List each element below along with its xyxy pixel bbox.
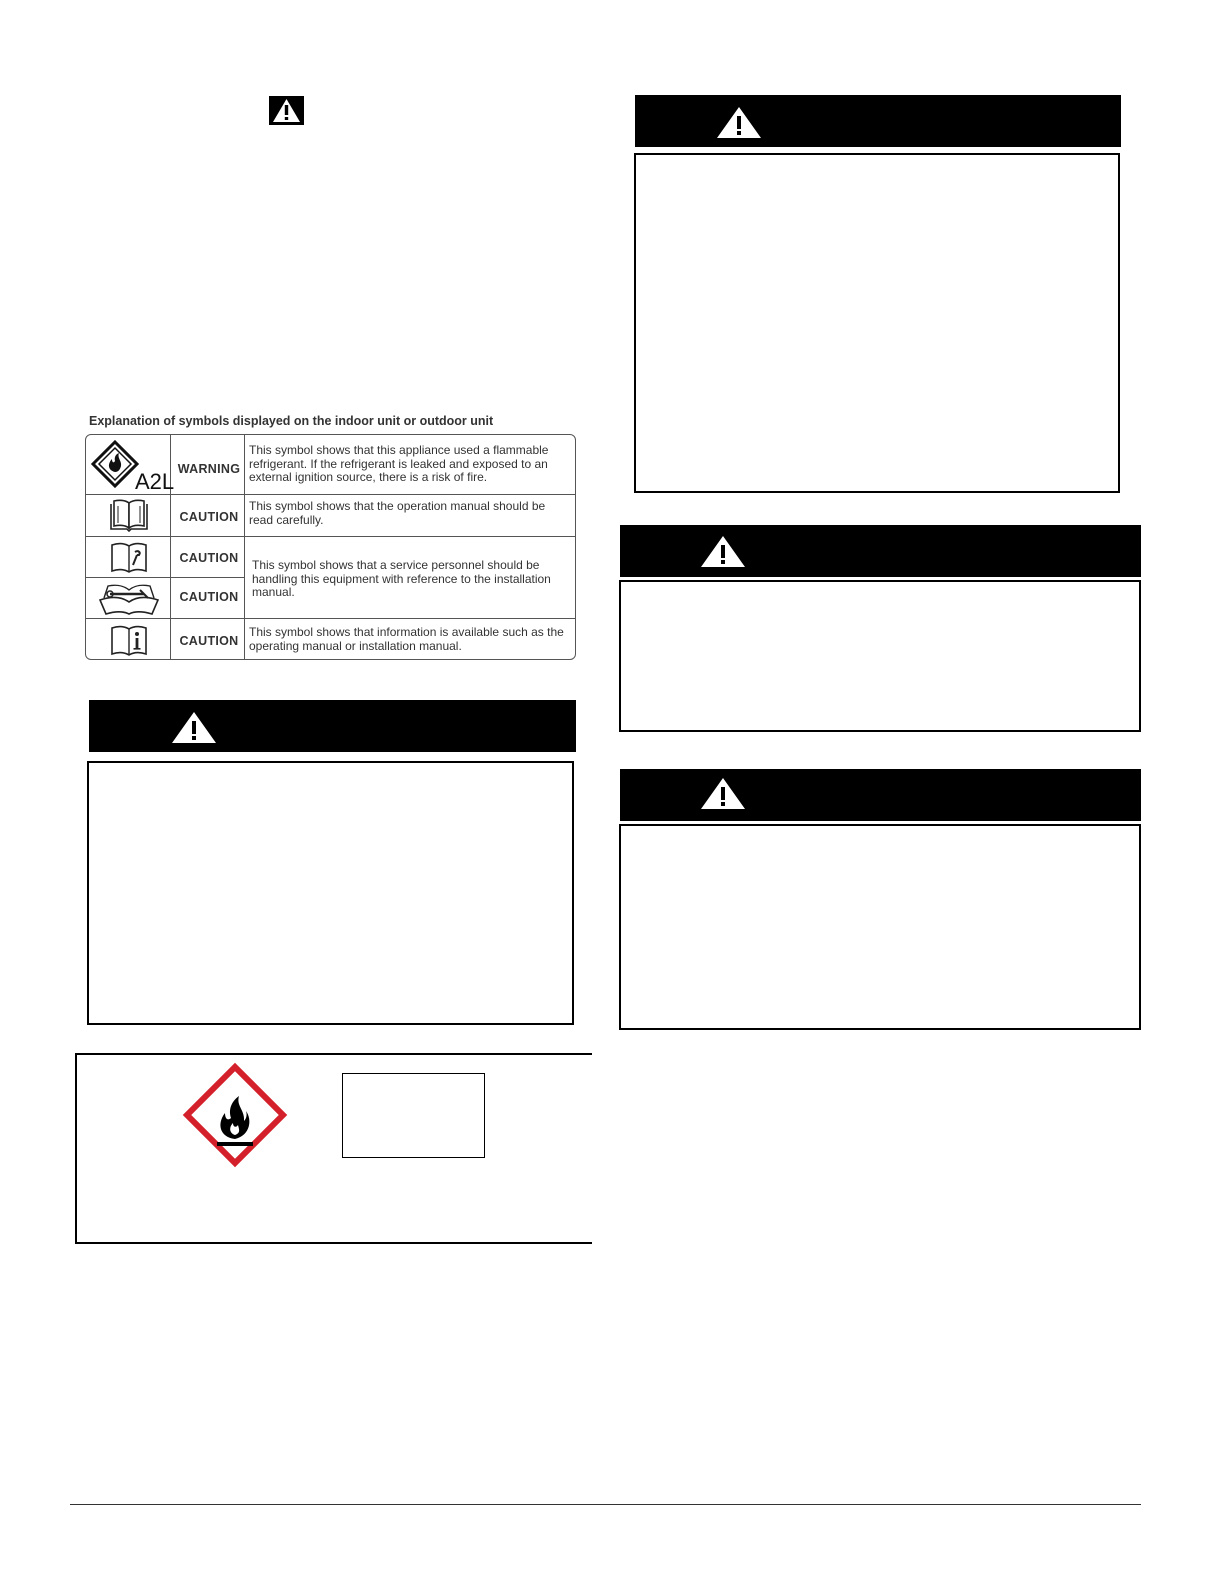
- a2l-label: A2L: [135, 468, 175, 494]
- warning-triangle-icon: [171, 711, 217, 744]
- level-label: WARNING: [177, 462, 241, 476]
- table-row: [86, 536, 575, 599]
- warning-header-bar: [620, 525, 1141, 577]
- warning-header-bar: [89, 700, 576, 752]
- warning-body-box: [619, 580, 1141, 732]
- level-label: CAUTION: [179, 634, 239, 648]
- symbols-table: [85, 434, 576, 660]
- table-row: [86, 494, 575, 536]
- table-row: [86, 435, 575, 494]
- flammable-a2l-icon: [90, 435, 175, 494]
- warning-triangle-icon: [269, 96, 304, 125]
- warning-body-box: [619, 824, 1141, 1030]
- information-manual-icon: [90, 619, 168, 662]
- level-label: CAUTION: [179, 551, 239, 565]
- flammable-notice-box: [75, 1053, 592, 1244]
- warning-triangle-icon: [700, 535, 746, 568]
- service-tools-manual-icon: [90, 577, 168, 618]
- flammable-ghs-icon: [183, 1063, 287, 1167]
- symbols-table-caption: Explanation of symbols displayed on the indoor unit or outdoor unit: [89, 414, 494, 428]
- symbol-description: This symbol shows that a service personnel should be handling this equipment with reference to the installation manual.: [252, 558, 551, 599]
- level-label: CAUTION: [179, 510, 239, 524]
- table-row: [86, 577, 575, 618]
- notice-label-box: [342, 1073, 485, 1158]
- warning-header-bar: [620, 769, 1141, 821]
- warning-triangle-icon: [716, 106, 762, 139]
- service-manual-icon: [90, 537, 168, 578]
- warning-body-box: [87, 761, 574, 1025]
- warning-triangle-icon: [700, 777, 746, 810]
- level-label: CAUTION: [179, 590, 239, 604]
- symbol-description: This symbol shows that the operation manual should be read carefully.: [249, 499, 546, 527]
- table-row: [86, 618, 575, 661]
- operation-manual-icon: [90, 495, 168, 537]
- footer-divider: [70, 1504, 1141, 1505]
- warning-body-box: [634, 153, 1120, 493]
- warning-header-bar: [635, 95, 1121, 147]
- symbol-description: This symbol shows that information is available such as the operating manual or installation manual.: [249, 625, 564, 653]
- symbol-description: This symbol shows that this appliance used a flammable refrigerant. If the refrigerant is leaked and exposed to an external ignition source, there is a risk of fire.: [249, 443, 549, 484]
